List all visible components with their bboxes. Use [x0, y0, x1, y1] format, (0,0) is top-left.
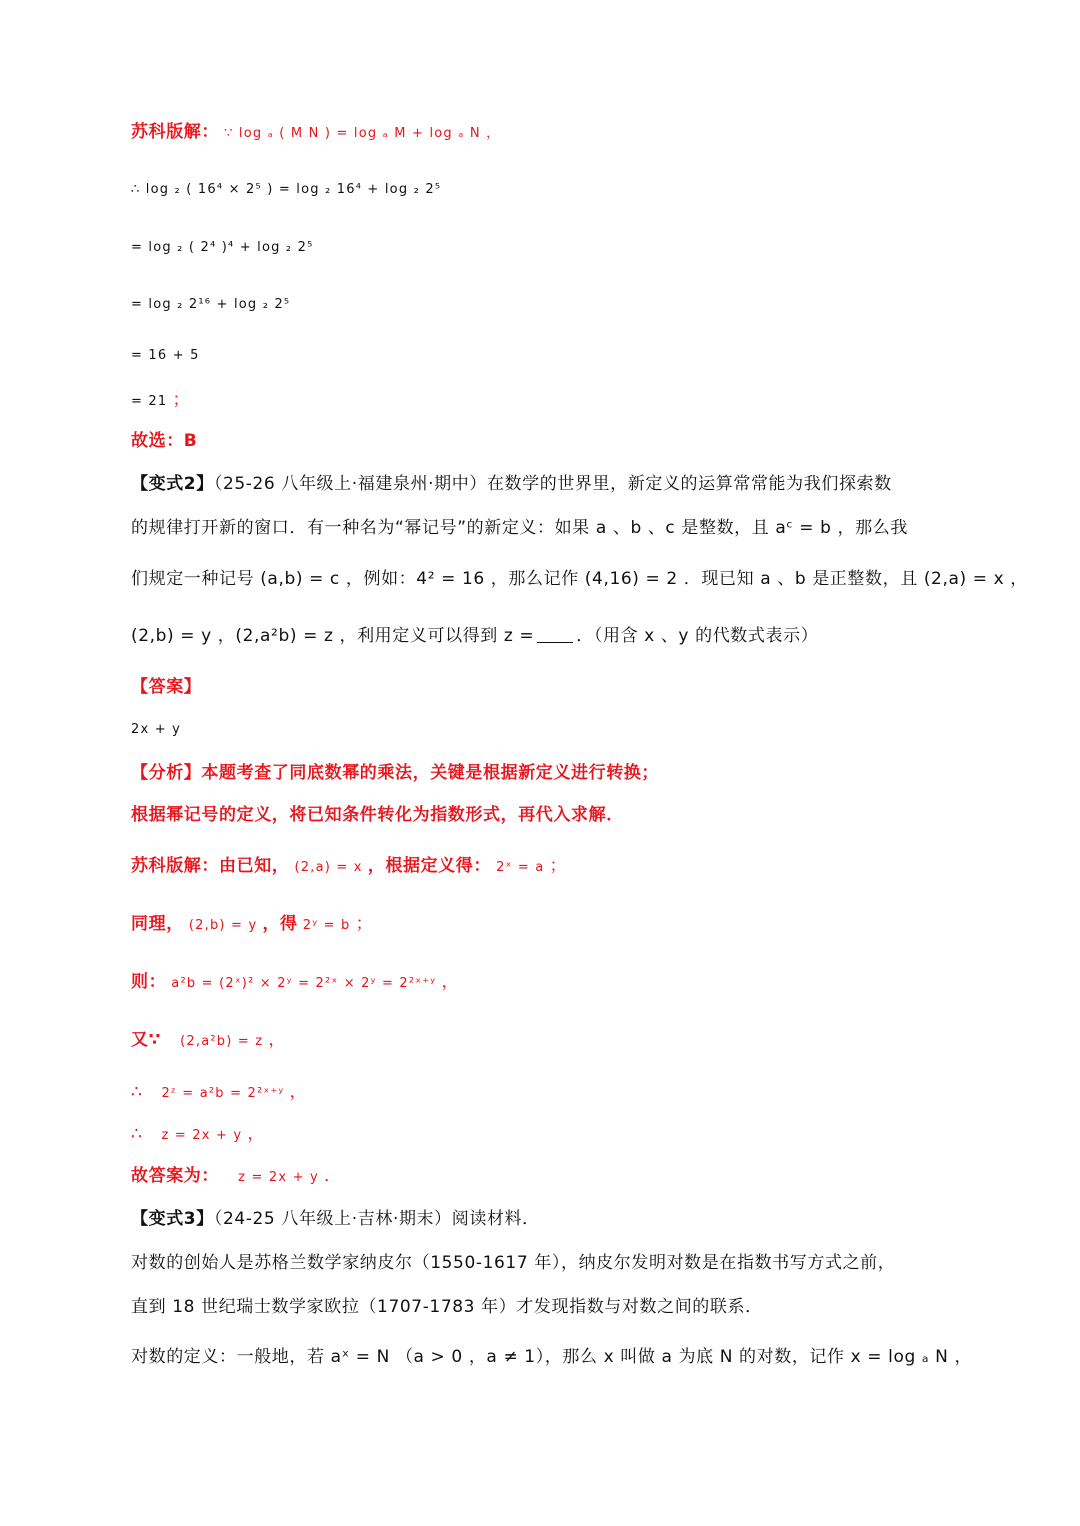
- variant3-line-1: [131, 1211, 540, 1228]
- punct: ，: [247, 1124, 266, 1144]
- choice-line: 故选：B: [131, 431, 198, 451]
- variant2-line-2: 的规律打开新的窗口．有一种名为“幂记号”的新定义：如果 a 、b 、c 是整数，且 aᶜ = b ，那么我: [131, 518, 908, 538]
- therefore: ∴: [131, 1124, 143, 1144]
- variant2-text-b: ．（用含 x 、y 的代数式表示）: [576, 626, 819, 646]
- variant3-tag: 【变式3】: [131, 1209, 214, 1229]
- text: 又∵: [131, 1030, 162, 1050]
- variant3-title: （24-25 八年级上·吉林·期末）阅读材料．: [213, 1209, 540, 1229]
- formula: 2ʸ = b: [302, 918, 351, 933]
- solution2-line-3: [131, 974, 459, 991]
- punct: ，: [441, 972, 460, 992]
- punct: ．: [323, 1166, 342, 1186]
- formula-line-4: = log ₂ 2¹⁶ + log ₂ 2⁵: [131, 297, 291, 312]
- formula-line-2: ∴ log ₂ ( 16⁴ × 2⁵ ) = log ₂ 16⁴ + log ₂ 2⁵: [131, 182, 442, 197]
- answer-blank: [537, 628, 573, 643]
- formula: (2,b) = y: [188, 918, 258, 933]
- variant2-line-3: 们规定一种记号 (a,b) = c ，例如：4² = 16 ，那么记作 (4,16) = 2 ．现已知 a 、b 是正整数，且 (2,a) = x ，: [131, 569, 1028, 589]
- variant3-line-2: 对数的创始人是苏格兰数学家纳皮尔（1550-1617 年），纳皮尔发明对数是在指数书写方式之前，: [131, 1253, 896, 1273]
- variant2-line-4: [131, 628, 818, 645]
- variant2-line-1: [131, 476, 892, 493]
- answer-value: 2x + y: [131, 722, 182, 737]
- variant3-line-3: 直到 18 世纪瑞士数学家欧拉（1707-1783 年）才发现指数与对数之间的联系．: [131, 1297, 763, 1317]
- answer-label: 【答案】: [131, 677, 202, 697]
- text: 则：: [131, 972, 167, 992]
- formula: z = 2x + y: [161, 1128, 243, 1143]
- solution2-label: 苏科版解：由已知，: [131, 856, 290, 876]
- formula: (2,a) = x: [294, 860, 363, 875]
- solution2-line-4: [131, 1032, 286, 1049]
- solution2-line-5: [131, 1084, 307, 1101]
- formula: (2,a²b) = z: [180, 1034, 264, 1049]
- solution2-line-7: [131, 1168, 342, 1185]
- punct: ；: [355, 914, 374, 934]
- variant2-text: （25-26 八年级上·福建泉州·期中）在数学的世界里，新定义的运算常常能为我们探索数: [213, 474, 892, 494]
- punct: ；: [172, 390, 191, 410]
- variant3-line-4: 对数的定义：一般地，若 aˣ = N （a > 0 ，a ≠ 1），那么 x 叫做 a 为底 N 的对数，记作 x = log ₐ N ，: [131, 1347, 973, 1367]
- text: ，根据定义得：: [367, 856, 491, 876]
- variant2-text-a: (2,b) = y ，(2,a²b) = z ，利用定义可以得到 z =: [131, 626, 535, 646]
- solution2-line-2: [131, 916, 373, 933]
- solution2-line-1: [131, 858, 567, 875]
- formula: ∵ log ₐ ( M N ) = log ₐ M + log ₐ N ，: [224, 126, 501, 141]
- formula: a²b = (2ˣ)² × 2ʸ = 2²ˣ × 2ʸ = 2²ˣ⁺ʸ: [171, 976, 437, 991]
- text: ，得: [262, 914, 298, 934]
- formula: 2ᶻ = a²b = 2²ˣ⁺ʸ: [161, 1086, 285, 1101]
- formula-line-3: = log ₂ ( 2⁴ )⁴ + log ₂ 2⁵: [131, 240, 314, 255]
- punct: ，: [289, 1082, 308, 1102]
- solution-label: 苏科版解：: [131, 122, 219, 142]
- variant2-tag: 【变式2】: [131, 474, 214, 494]
- punct: ，: [268, 1030, 286, 1050]
- formula-result: = 21: [131, 394, 168, 409]
- formula: 2ˣ = a: [496, 860, 545, 875]
- text: 同理，: [131, 914, 184, 934]
- solution2-line-6: [131, 1126, 265, 1143]
- formula-line-5: = 16 + 5: [131, 348, 200, 363]
- analysis-line-2: 根据幂记号的定义，将已知条件转化为指数形式，再代入求解．: [131, 805, 624, 825]
- therefore: ∴: [131, 1082, 143, 1102]
- formula-line-6: [131, 392, 190, 409]
- formula: z = 2x + y: [238, 1170, 319, 1185]
- analysis-line-1: 【分析】本题考查了同底数幂的乘法，关键是根据新定义进行转换；: [131, 763, 659, 783]
- solution-line-1: [131, 124, 500, 141]
- text: 故答案为：: [131, 1166, 219, 1186]
- punct: ；: [549, 856, 568, 876]
